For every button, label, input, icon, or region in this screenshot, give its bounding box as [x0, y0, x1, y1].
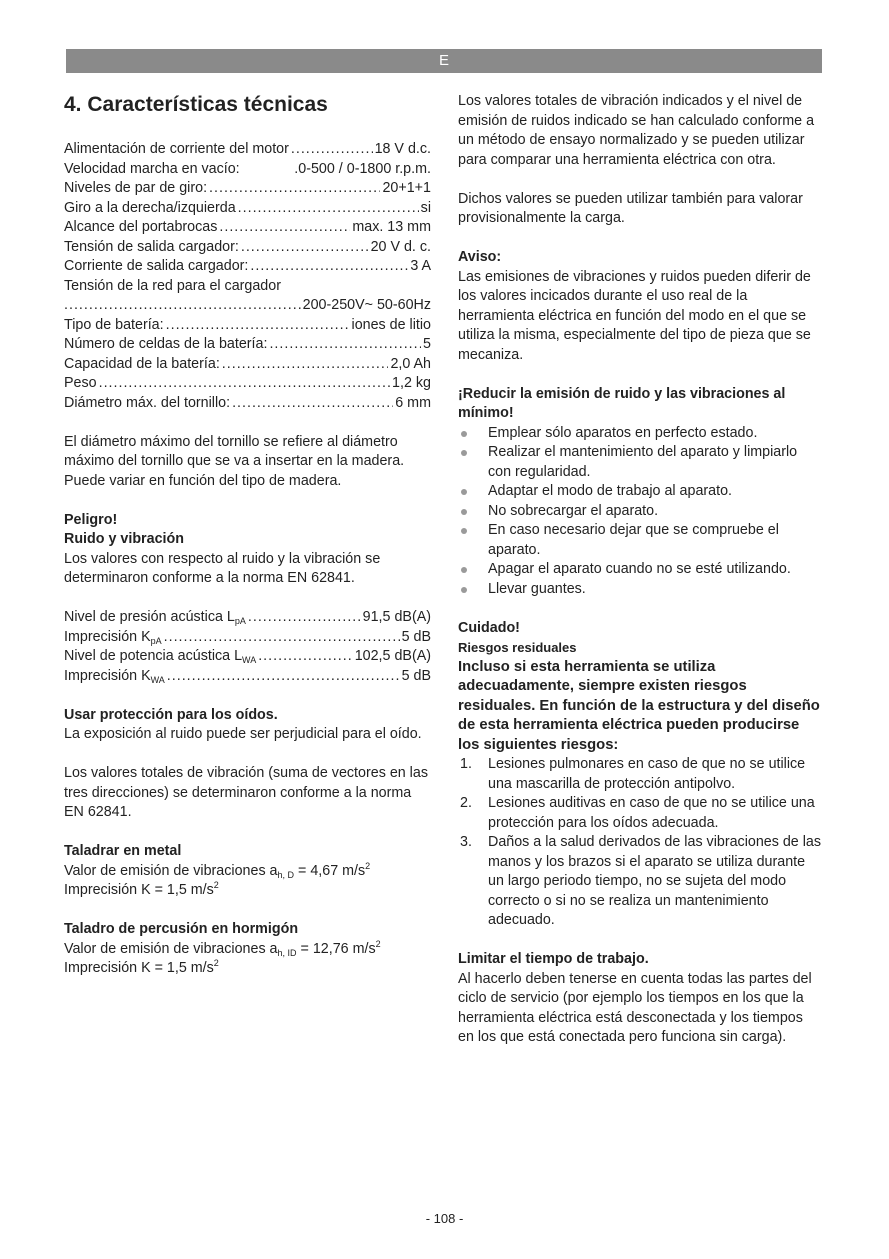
spec-row: Capacidad de la batería: ..... 2,0 Ah [64, 355, 431, 375]
language-letter: E [438, 52, 449, 69]
list-item: 2. Lesiones auditivas en caso de que no se utilice una protección para los oídos adecuada. [460, 795, 815, 831]
spec-row: ..... 200-250V~ 50-60Hz [64, 296, 431, 316]
spec-row: Nivel de presión acústica $L_{pA}$ ..... 91,5 dB(A) [64, 608, 431, 628]
list-item: En caso necesario dejar que se compruebe el aparato. [458, 521, 822, 560]
drill-concrete-title: Taladro de percusión en hormigón [64, 921, 299, 937]
spec-row: Peso ..... 1,2 kg [64, 374, 431, 394]
reduce-title: ¡Reducir la emisión de ruido y las vibraciones al mínimo! [458, 385, 786, 421]
spec-row: Nivel de potencia acústica $L_{WA}$ ..... 102,5 dB(A) [64, 647, 431, 667]
right-column [458, 92, 822, 1048]
list-item: Adaptar el modo de trabajo al aparato. [458, 482, 822, 502]
screw-note: El diámetro máximo del tornillo se refiere al diámetro máximo del tornillo que se va a insertar en la madera. Puede variar en función del tipo de madera. [64, 433, 405, 489]
danger-text: Los valores con respecto al ruido y la vibración se determinaron conforme a la norma EN 62841. [64, 550, 381, 586]
reduce-list [458, 424, 822, 600]
spec-row: Velocidad marcha en vacío: .0-500 / 0-1800 r.p.m. [64, 160, 431, 177]
spec-row: Niveles de par de giro: ..... 20+1+1 [64, 179, 431, 199]
vibration-total-text: Los valores totales de vibración (suma de vectores en las tres direcciones) se determinaron conforme a la norma EN 62841. [64, 765, 428, 820]
page-number: - 108 - [425, 1211, 464, 1226]
drill-metal-value: Valor de emisión de vibraciones $a_{h, D} = 4,67$ $m/s^2$ [64, 860, 371, 880]
aviso-title: Aviso: [458, 249, 502, 265]
drill-metal-uncertainty: Imprecisión K = 1,5 $m/s^2$ [64, 880, 219, 898]
ear-protection-text: La exposición al ruido puede ser perjudicial para el oído. [64, 726, 422, 742]
drill-metal-title: Taladrar en metal [64, 843, 182, 859]
spec-row: Número de celdas de la batería: ..... 5 [64, 335, 431, 355]
danger-subtitle: Ruido y vibración [64, 531, 184, 547]
section-title: 4. Características técnicas [64, 93, 328, 116]
spec-row: Imprecisión $K_{pA}$ ..... 5 dB [64, 628, 431, 648]
vibration-info-paragraph: Los valores totales de vibración indicados y el nivel de emisión de ruidos indicado se han calculado conforme a un método de ensayo normalizado y se pueden utilizar para comparar una herramienta eléctrica con otra. [458, 93, 815, 168]
aviso-text: Las emisiones de vibraciones y ruidos pueden diferir de los valores incicados durante el uso real de la herramienta eléctrica en función del modo en el que se utiliza la misma, especialmente del tipo de pieza que se mecaniza. [458, 268, 811, 363]
spec-row: Imprecisión $K_{WA}$ ..... 5 dB [64, 667, 431, 687]
riesgos-title: Riesgos residuales [458, 640, 577, 655]
spec-row: Alimentación de corriente del motor ..... 18 V d.c. [64, 140, 431, 160]
cuidado-title: Cuidado! [458, 619, 520, 636]
list-item: No sobrecargar el aparato. [458, 502, 822, 522]
riesgos-bold-text: Incluso si esta herramienta se utiliza adecuadamente, siempre existen riesgos residuales. En función de la estructura y del diseño de esta herramienta eléctrica pueden producirse los siguientes riesgos: [458, 658, 820, 753]
left-column [64, 92, 431, 979]
spec-mains-label: Tensión de la red para el cargador [64, 277, 281, 294]
specs-list [64, 140, 431, 413]
spec-row: Alcance del portabrocas ..... max. 13 mm [64, 218, 431, 238]
danger-title: Peligro! [64, 511, 118, 528]
spec-row: Diámetro máx. del tornillo: ..... 6 mm [64, 394, 431, 414]
limit-time-title: Limitar el tiempo de trabajo. [458, 951, 649, 967]
page-header-bar [66, 49, 822, 73]
drill-concrete-uncertainty: Imprecisión K = 1,5 $m/s^2$ [64, 958, 219, 976]
noise-values [64, 608, 431, 686]
list-item: Apagar el aparato cuando no se esté utilizando. [458, 560, 822, 580]
spec-row: Giro a la derecha/izquierda ..... si [64, 199, 431, 219]
limit-time-text: Al hacerlo deben tenerse en cuenta todas las partes del ciclo de servicio (por ejemplo los tiempos en los que la herramienta eléctrica está desconectada y los tiempos en los que está conectada pero funciona sin carga). [458, 970, 812, 1045]
spec-row: Tipo de batería: ..... iones de litio [64, 316, 431, 336]
list-item: Realizar el mantenimiento del aparato y limpiarlo con regularidad. [458, 443, 822, 482]
risks-list [458, 755, 822, 931]
list-item: 1. Lesiones pulmonares en caso de que no se utilice una mascarilla de protección antipolvo. [460, 756, 806, 792]
list-item: 3. Daños a la salud derivados de las vibraciones de las manos y los brazos si el aparato se utiliza durante un largo periodo tiempo, no se sujeta del modo correcto o si no se realiza un mantenimiento adecuado. [460, 834, 821, 928]
list-item: Llevar guantes. [458, 580, 822, 600]
drill-concrete-value: Valor de emisión de vibraciones $a_{h, ID} = 12,76$ $m/s^2$ [64, 938, 381, 958]
list-item: Emplear sólo aparatos en perfecto estado. [458, 424, 822, 444]
spec-row: Tensión de salida cargador: ..... 20 V d. c. [64, 238, 431, 258]
ear-protection-title: Usar protección para los oídos. [64, 706, 278, 723]
spec-row: Corriente de salida cargador: ..... 3 A [64, 257, 431, 277]
load-assessment-paragraph: Dichos valores se pueden utilizar también para valorar provisionalmente la carga. [458, 190, 803, 226]
